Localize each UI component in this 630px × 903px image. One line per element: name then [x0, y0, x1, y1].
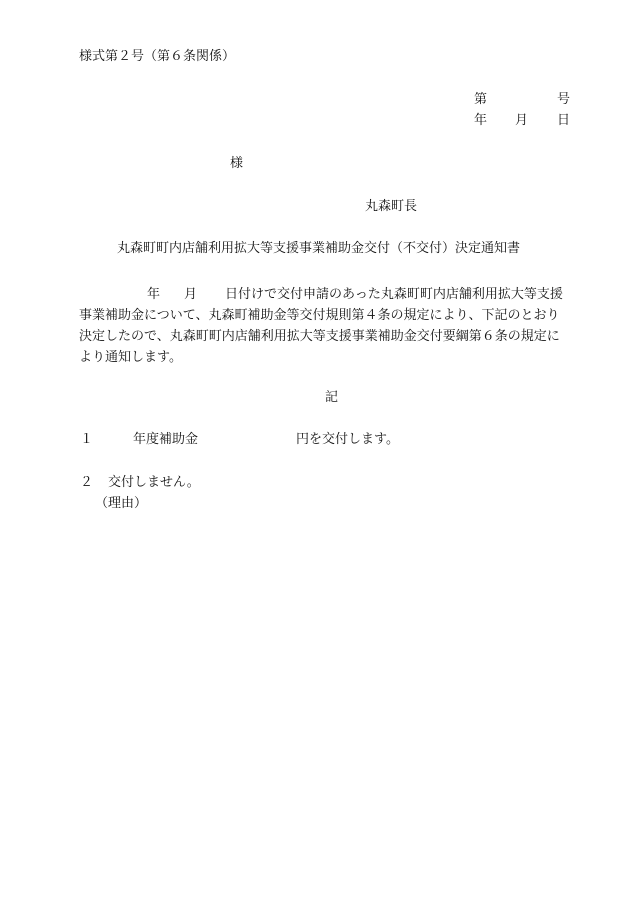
- body-month-label: 月: [184, 287, 198, 302]
- body-line-1-text: 日付けで交付申請のあった丸森町町内店舗利用拡大等支援: [225, 287, 563, 302]
- item-2-number: ２: [80, 475, 94, 490]
- body-line-3: 決定したので、丸森町町内店舗利用拡大等支援事業補助金交付要綱第６条の規定に: [79, 329, 560, 344]
- body-line-1: [79, 284, 589, 305]
- issuer-name: 丸森町長: [365, 199, 418, 214]
- item-2-reason-label: （理由）: [95, 496, 148, 511]
- body-year-label: 年: [147, 287, 161, 302]
- item-2-no-grant: 交付しません。: [108, 475, 200, 490]
- document-title: 丸森町町内店舗利用拡大等支援事業補助金交付（不交付）決定通知書: [117, 241, 521, 256]
- document-number-prefix: 第: [474, 92, 488, 107]
- date-day-label: 日: [557, 113, 571, 128]
- ki-heading: 記: [325, 390, 339, 405]
- addressee-honorific: 様: [230, 156, 244, 171]
- body-paragraph: [79, 284, 589, 368]
- date-month-label: 月: [515, 113, 529, 128]
- document-number-suffix: 号: [557, 92, 571, 107]
- body-line-4: より通知します。: [79, 350, 182, 365]
- date-year-label: 年: [474, 113, 488, 128]
- form-label: 様式第２号（第６条関係）: [79, 49, 236, 64]
- item-1-fiscal-year-subsidy: 年度補助金: [133, 432, 199, 447]
- item-1-amount-text: 円を交付します。: [296, 432, 399, 447]
- item-1-number: １: [80, 432, 94, 447]
- body-line-2: 事業補助金について、丸森町補助金等交付規則第４条の規定により、下記のとおり: [79, 308, 560, 323]
